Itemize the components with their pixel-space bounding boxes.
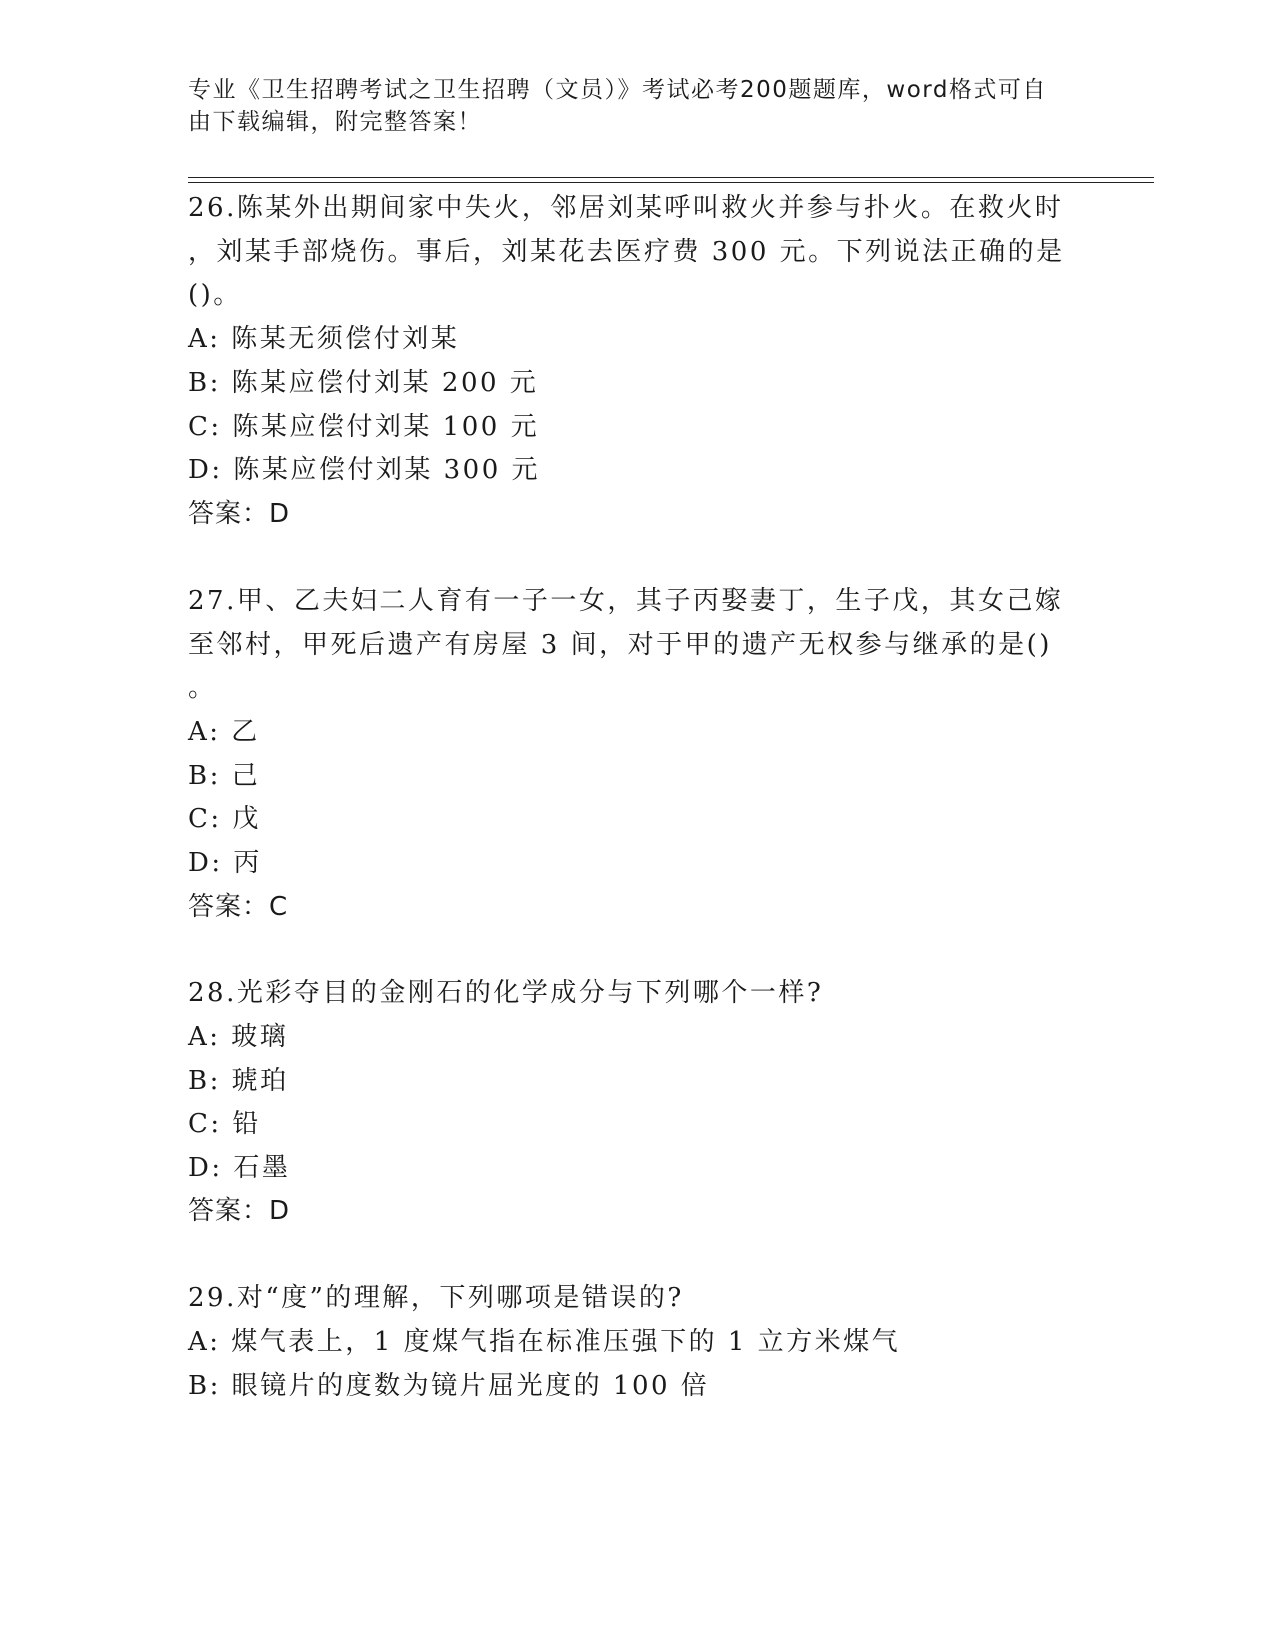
option-d: D: 石墨 xyxy=(188,1153,291,1183)
option-b: B: 陈某应偿付刘某 200 元 xyxy=(188,368,539,398)
question-text-line: 28.光彩夺目的金刚石的化学成分与下列哪个一样? xyxy=(188,978,824,1008)
option-d: D: 丙 xyxy=(188,848,262,878)
option-c: C: 铅 xyxy=(188,1109,261,1139)
option-a: A: 陈某无须偿付刘某 xyxy=(188,324,460,354)
option-a: A: 煤气表上，1 度煤气指在标准压强下的 1 立方米煤气 xyxy=(188,1327,901,1357)
option-c: C: 陈某应偿付刘某 100 元 xyxy=(188,412,540,442)
answer: 答案：D xyxy=(188,1196,291,1226)
answer: 答案：D xyxy=(188,499,291,529)
option-a: A: 乙 xyxy=(188,717,260,747)
question-text-line: 29.对“度”的理解，下列哪项是错误的? xyxy=(188,1283,684,1313)
question-text-line: ()。 xyxy=(188,280,242,310)
header-divider-bottom xyxy=(188,182,1154,183)
question-text-line: 27.甲、乙夫妇二人育有一子一女，其子丙娶妻丁，生子戊，其女己嫁 xyxy=(188,586,1064,616)
option-c: C: 戊 xyxy=(188,804,261,834)
answer: 答案：C xyxy=(188,892,289,922)
header-divider-top xyxy=(188,177,1154,178)
option-a: A: 玻璃 xyxy=(188,1022,289,1052)
header-line-2: 由下载编辑，附完整答案！ xyxy=(188,109,482,135)
question-text-line: ，刘某手部烧伤。事后，刘某花去医疗费 300 元。下列说法正确的是 xyxy=(188,237,1065,267)
question-text-line: 至邻村，甲死后遗产有房屋 3 间，对于甲的遗产无权参与继承的是() xyxy=(188,630,1052,660)
question-text-line: 26.陈某外出期间家中失火，邻居刘某呼叫救火并参与扑火。在救火时 xyxy=(188,193,1064,223)
option-b: B: 琥珀 xyxy=(188,1066,289,1096)
document-header xyxy=(188,74,1068,138)
option-b: B: 眼镜片的度数为镜片屈光度的 100 倍 xyxy=(188,1371,710,1401)
question-text-line: 。 xyxy=(188,673,217,703)
option-b: B: 己 xyxy=(188,761,261,791)
option-d: D: 陈某应偿付刘某 300 元 xyxy=(188,455,541,485)
header-line-1: 专业《卫生招聘考试之卫生招聘（文员）》考试必考200题题库，word格式可自 xyxy=(188,77,1047,103)
